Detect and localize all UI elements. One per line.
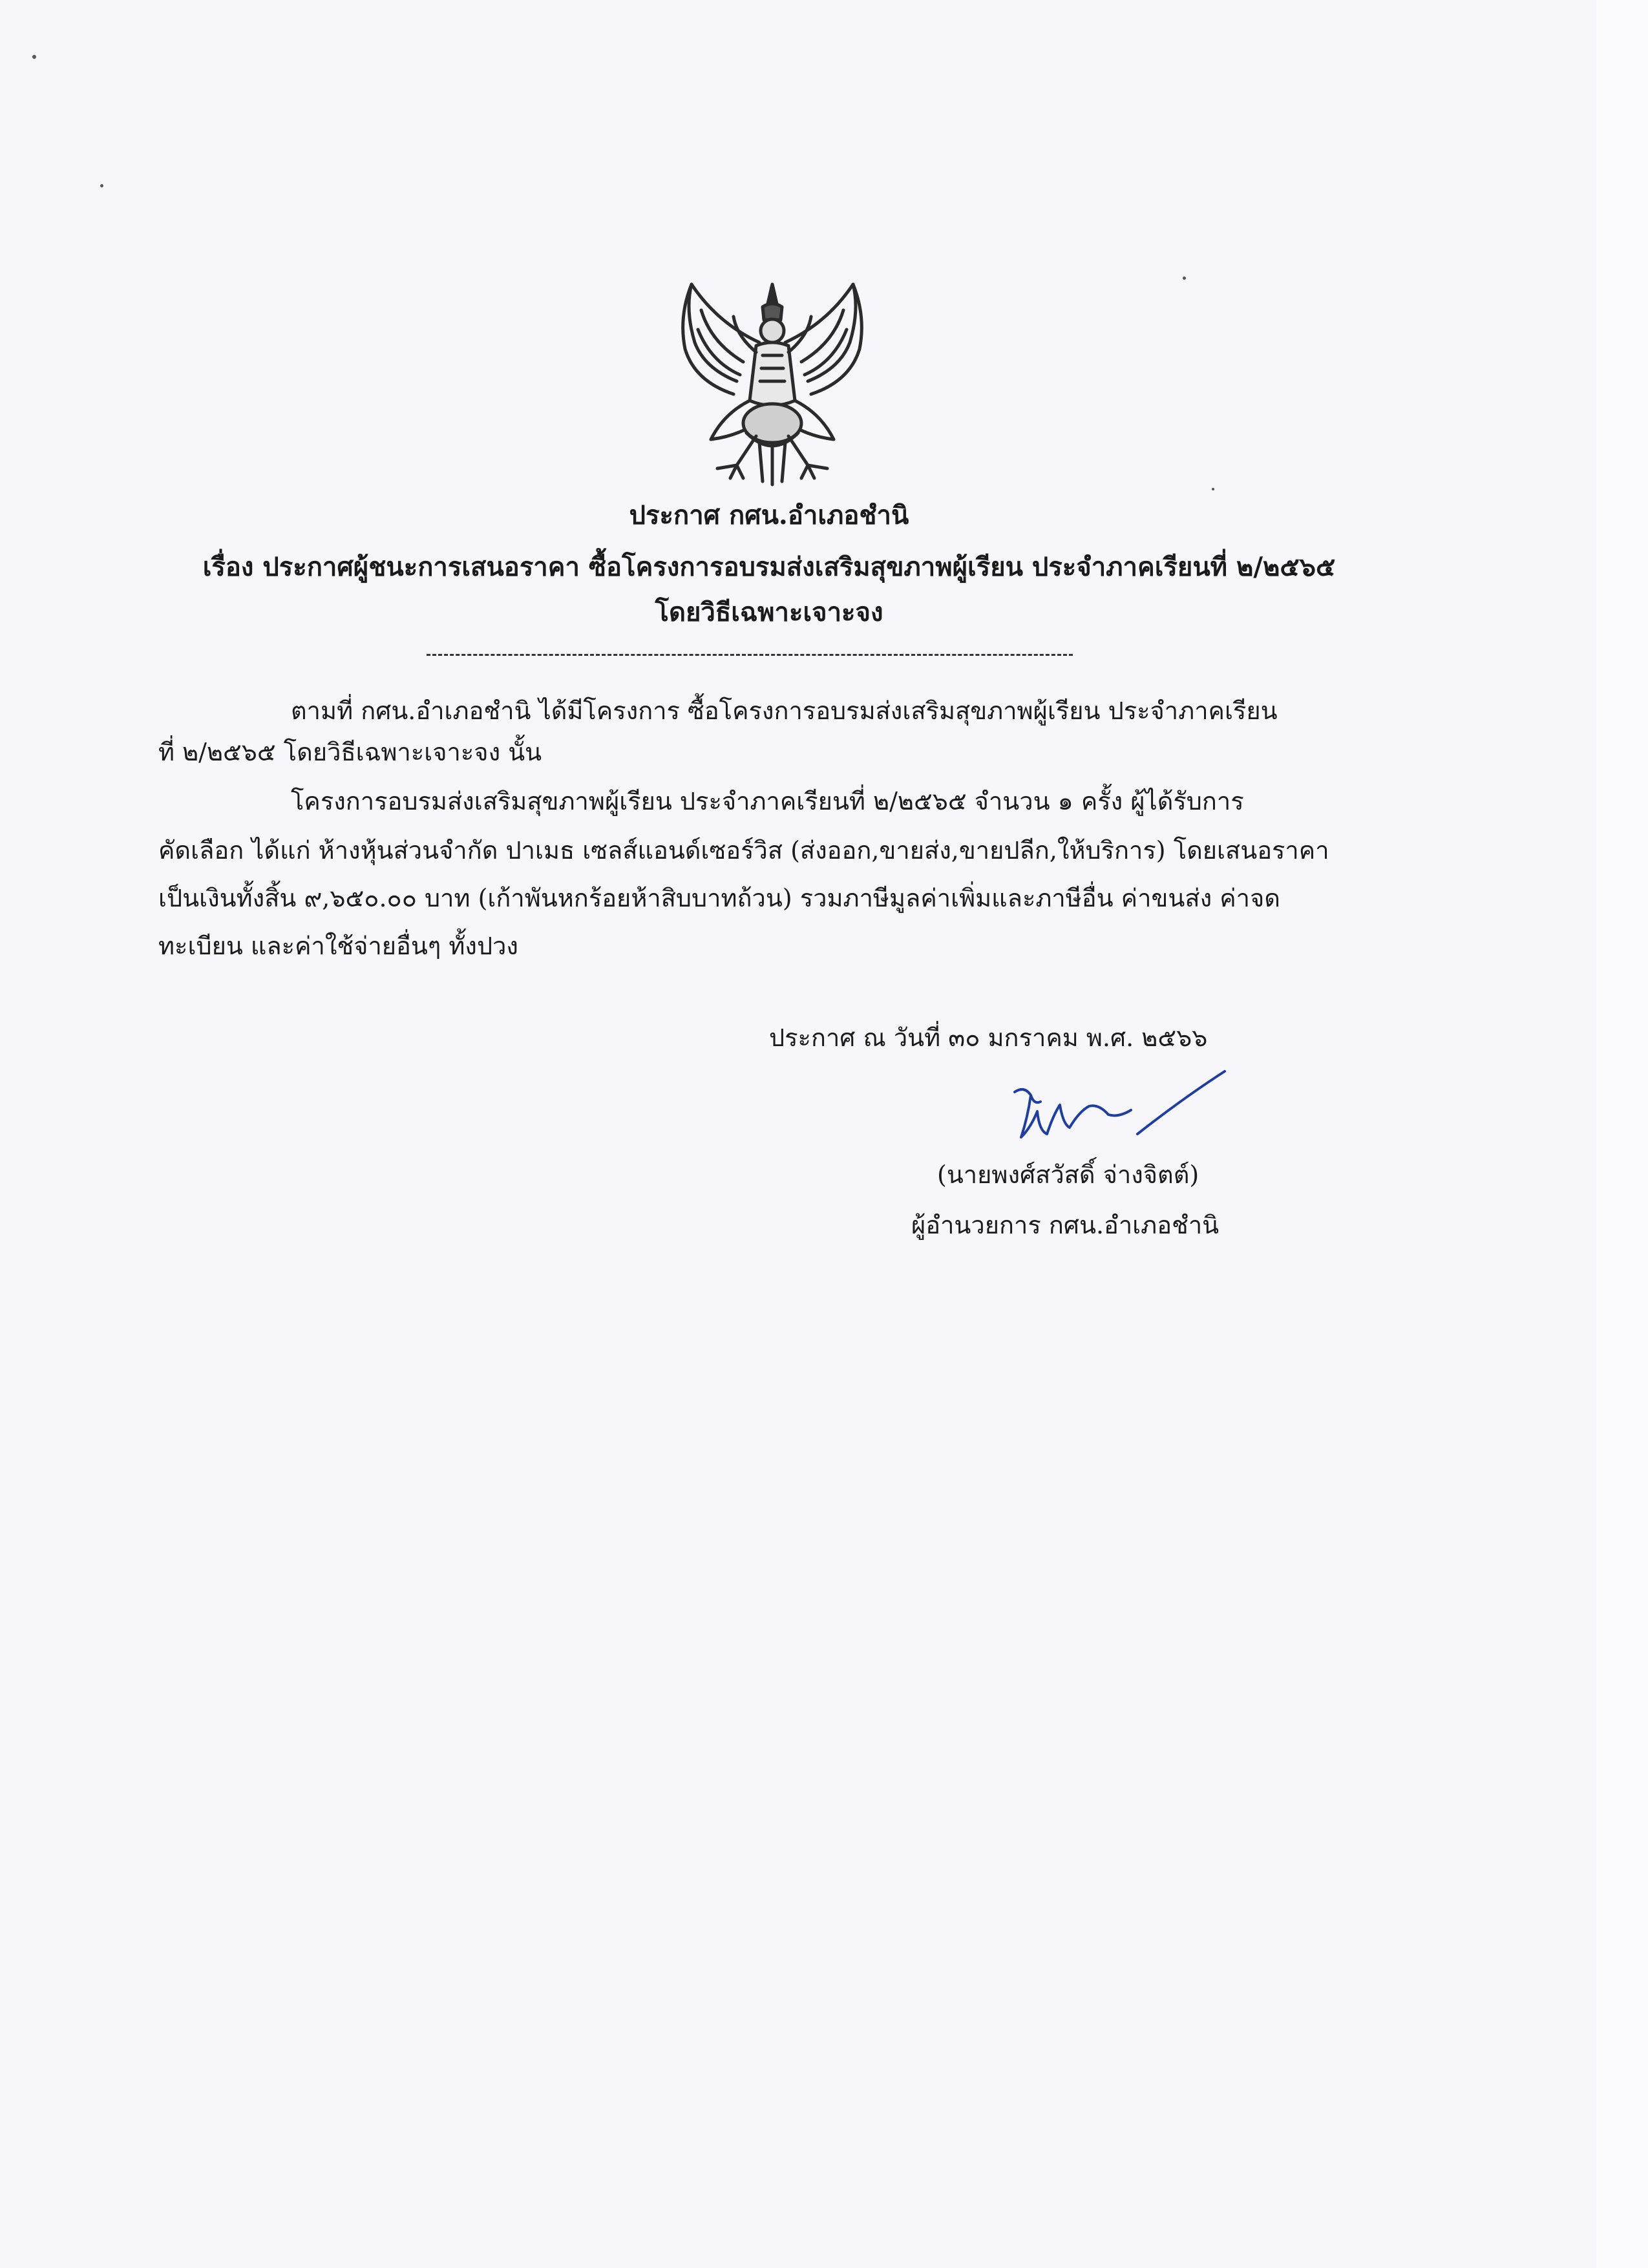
scan-speck (1212, 488, 1214, 490)
garuda-emblem-icon (666, 271, 879, 491)
body-line-4: คัดเลือก ได้แก่ ห้างหุ้นส่วนจำกัด ปาเมธ เซลส์แอนด์เซอร์วิส (ส่งออก,ขายส่ง,ขายปลีก,ให้บริการ) โดยเสนอราคา (158, 836, 1329, 865)
scan-speck (1183, 277, 1186, 280)
scan-speck (100, 184, 103, 187)
announcement-title: ประกาศ กศน.อำเภอชำนิ (629, 500, 909, 530)
handwritten-signature (1002, 1066, 1234, 1157)
procurement-method: โดยวิธีเฉพาะเจาะจง (655, 597, 883, 627)
signer-name: (นายพงศ์สวัสดิ์ จ่างจิตต์) (937, 1160, 1199, 1189)
body-line-6: ทะเบียน และค่าใช้จ่ายอื่นๆ ทั้งปวง (158, 932, 518, 960)
scan-edge (1596, 0, 1648, 2268)
signer-title: ผู้อำนวยการ กศน.อำเภอชำนิ (911, 1211, 1220, 1239)
body-line-3: โครงการอบรมส่งเสริมสุขภาพผู้เรียน ประจำภาคเรียนที่ ๒/๒๕๖๕ จำนวน ๑ ครั้ง ผู้ได้รับการ (291, 787, 1244, 815)
announcement-date: ประกาศ ณ วันที่ ๓๐ มกราคม พ.ศ. ๒๕๖๖ (769, 1024, 1208, 1052)
section-divider (427, 654, 1073, 656)
body-line-5: เป็นเงินทั้งสิ้น ๙,๖๕๐.๐๐ บาท (เก้าพันหกร้อยห้าสิบบาทถ้วน) รวมภาษีมูลค่าเพิ่มและภาษีอื่น ค่าขนส่ง ค่าจด (158, 884, 1280, 912)
body-line-2: ที่ ๒/๒๕๖๕ โดยวิธีเฉพาะเจาะจง นั้น (158, 738, 542, 766)
scan-speck (32, 55, 36, 59)
announcement-subject: เรื่อง ประกาศผู้ชนะการเสนอราคา ซื้อโครงการอบรมส่งเสริมสุขภาพผู้เรียน ประจำภาคเรียนที่ ๒/๒๕๖๕ (202, 552, 1336, 582)
body-line-1: ตามที่ กศน.อำเภอชำนิ ได้มีโครงการ ซื้อโครงการอบรมส่งเสริมสุขภาพผู้เรียน ประจำภาคเรียน (291, 697, 1278, 725)
